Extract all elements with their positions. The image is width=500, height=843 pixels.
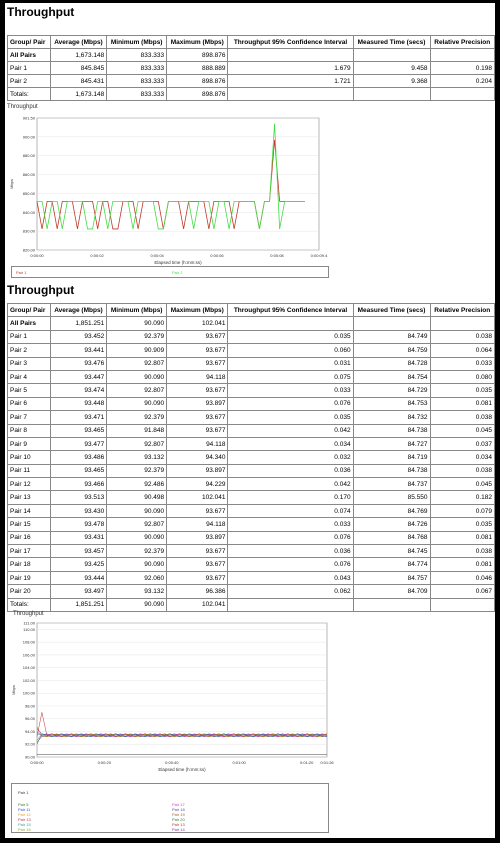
legend-item: Pair 13 bbox=[18, 817, 31, 822]
table-cell: 93.448 bbox=[50, 397, 107, 410]
table-cell bbox=[228, 49, 353, 62]
table-cell: 9.368 bbox=[353, 75, 430, 88]
table-cell: 93.897 bbox=[167, 464, 228, 477]
table-cell: Pair 2 bbox=[8, 75, 51, 88]
table-cell: 84.729 bbox=[353, 384, 430, 397]
legend-item: Pair 19 bbox=[172, 812, 185, 817]
table-cell: 0.204 bbox=[430, 75, 495, 88]
table-row bbox=[8, 370, 495, 383]
table-cell: 1,851.251 bbox=[50, 598, 107, 611]
table-cell: 93.476 bbox=[50, 357, 107, 370]
table-cell: Pair 10 bbox=[8, 451, 51, 464]
y-axis-label: Mbps bbox=[11, 685, 16, 695]
table-cell: 92.379 bbox=[107, 330, 167, 343]
table-cell: 84.768 bbox=[353, 531, 430, 544]
column-header: Maximum (Mbps) bbox=[167, 36, 228, 49]
table-cell: 84.726 bbox=[353, 518, 430, 531]
y-tick-label: 94.00 bbox=[24, 728, 35, 734]
legend-item: Pair 16 bbox=[18, 827, 31, 832]
y-tick-label: 900.00 bbox=[22, 134, 35, 140]
table-cell: 96.386 bbox=[167, 585, 228, 598]
legend-item: Pair 5 bbox=[18, 802, 29, 807]
table-cell: 0.035 bbox=[228, 411, 353, 424]
table-cell: 0.038 bbox=[430, 330, 495, 343]
y-tick-label: 850.00 bbox=[22, 190, 35, 196]
table-cell: 93.132 bbox=[107, 451, 167, 464]
column-header: Relative Precision bbox=[430, 304, 495, 317]
table-cell: 93.497 bbox=[50, 585, 107, 598]
table-cell: 1,673.148 bbox=[50, 88, 107, 101]
column-header: Average (Mbps) bbox=[50, 36, 107, 49]
table-cell: 93.447 bbox=[50, 370, 107, 383]
table-cell: 93.474 bbox=[50, 384, 107, 397]
table-cell: 94.118 bbox=[167, 518, 228, 531]
table-cell: Totals: bbox=[8, 598, 51, 611]
legend-item: Pair 2 bbox=[172, 270, 183, 275]
table-cell: 0.043 bbox=[228, 571, 353, 584]
table-row bbox=[8, 571, 495, 584]
table-cell: 93.677 bbox=[167, 344, 228, 357]
table-cell: 93.132 bbox=[107, 585, 167, 598]
chart-svg bbox=[9, 619, 339, 784]
table-cell: 0.034 bbox=[228, 437, 353, 450]
table-cell: Totals: bbox=[8, 88, 51, 101]
table-cell: 90.498 bbox=[107, 491, 167, 504]
table-cell: 1,673.148 bbox=[50, 49, 107, 62]
table-cell: 93.430 bbox=[50, 504, 107, 517]
table-cell: 0.075 bbox=[228, 370, 353, 383]
x-tick-label: 0:00:20 bbox=[97, 760, 111, 765]
table-cell: Pair 15 bbox=[8, 518, 51, 531]
table-row bbox=[8, 437, 495, 450]
table-row bbox=[8, 330, 495, 343]
y-tick-label: 820.00 bbox=[22, 247, 35, 253]
table-cell: Pair 8 bbox=[8, 424, 51, 437]
chart-svg bbox=[7, 114, 347, 274]
table-cell: 93.457 bbox=[50, 545, 107, 558]
table-cell: 92.807 bbox=[107, 437, 167, 450]
x-tick-label: 0:00:09.4 bbox=[310, 253, 328, 258]
y-tick-label: 104.00 bbox=[22, 665, 35, 671]
table-cell bbox=[353, 598, 430, 611]
table-cell: Pair 3 bbox=[8, 357, 51, 370]
table-cell: 0.045 bbox=[430, 478, 495, 491]
y-tick-label: 96.00 bbox=[24, 716, 35, 722]
table-cell: 84.732 bbox=[353, 411, 430, 424]
x-axis-label: Elapsed time (h:mm:ss) bbox=[154, 260, 202, 265]
table-cell: 845.845 bbox=[50, 62, 107, 75]
x-axis-label: Elapsed time (h:mm:ss) bbox=[158, 767, 206, 772]
table-cell: 93.486 bbox=[50, 451, 107, 464]
column-header: Minimum (Mbps) bbox=[107, 36, 167, 49]
table-cell: 92.486 bbox=[107, 478, 167, 491]
table-cell: 91.848 bbox=[107, 424, 167, 437]
table-cell: 0.042 bbox=[228, 478, 353, 491]
table-cell: 0.081 bbox=[430, 397, 495, 410]
column-header: Measured Time (secs) bbox=[353, 36, 430, 49]
table-cell bbox=[353, 317, 430, 330]
column-header: Group/ Pair bbox=[8, 304, 51, 317]
table-header-row bbox=[8, 304, 495, 317]
throughput-table-1 bbox=[7, 35, 495, 101]
table-cell: 84.709 bbox=[353, 585, 430, 598]
table-cell: 90.090 bbox=[107, 317, 167, 330]
table-cell: 0.033 bbox=[430, 357, 495, 370]
table-cell: Pair 9 bbox=[8, 437, 51, 450]
table-cell: 93.471 bbox=[50, 411, 107, 424]
table-row bbox=[8, 357, 495, 370]
table-cell: 0.038 bbox=[430, 464, 495, 477]
table-row bbox=[8, 531, 495, 544]
table-cell: 102.041 bbox=[167, 317, 228, 330]
table-cell: 102.041 bbox=[167, 598, 228, 611]
table-cell: 92.060 bbox=[107, 571, 167, 584]
table-cell: 898.876 bbox=[167, 75, 228, 88]
table-cell: 90.909 bbox=[107, 344, 167, 357]
table-row bbox=[8, 88, 495, 101]
x-tick-label: 0:00:02 bbox=[90, 253, 104, 258]
table-row bbox=[8, 317, 495, 330]
chart-title: Throughput bbox=[13, 611, 44, 617]
table-row bbox=[8, 411, 495, 424]
table-cell: 90.090 bbox=[107, 558, 167, 571]
section-title-throughput-2: Throughput bbox=[7, 283, 75, 297]
table-cell: 93.677 bbox=[167, 571, 228, 584]
table-cell: 90.090 bbox=[107, 531, 167, 544]
table-cell: Pair 11 bbox=[8, 464, 51, 477]
table-cell: Pair 14 bbox=[8, 504, 51, 517]
table-cell: 898.876 bbox=[167, 49, 228, 62]
chart-legend bbox=[11, 266, 329, 278]
table-cell: 0.074 bbox=[228, 504, 353, 517]
table-cell: 93.897 bbox=[167, 397, 228, 410]
table-cell: Pair 17 bbox=[8, 545, 51, 558]
column-header: Maximum (Mbps) bbox=[167, 304, 228, 317]
table-cell: 84.754 bbox=[353, 370, 430, 383]
x-tick-label: 0:00:08 bbox=[270, 253, 284, 258]
table-cell: 0.182 bbox=[430, 491, 495, 504]
table-cell: 84.769 bbox=[353, 504, 430, 517]
table-cell: 92.807 bbox=[107, 357, 167, 370]
table-cell: 0.032 bbox=[228, 451, 353, 464]
table-cell: 0.037 bbox=[430, 437, 495, 450]
table-cell: 93.677 bbox=[167, 558, 228, 571]
table-cell: 92.807 bbox=[107, 384, 167, 397]
table-cell: 0.034 bbox=[430, 451, 495, 464]
section-title-throughput-1: Throughput bbox=[7, 5, 75, 19]
table-cell: Pair 1 bbox=[8, 330, 51, 343]
table-cell: 833.333 bbox=[107, 62, 167, 75]
table-cell: 93.677 bbox=[167, 411, 228, 424]
column-header: Group/ Pair bbox=[8, 36, 51, 49]
table-cell: 84.745 bbox=[353, 545, 430, 558]
table-cell: 93.425 bbox=[50, 558, 107, 571]
table-cell: 0.038 bbox=[430, 411, 495, 424]
table-cell bbox=[353, 88, 430, 101]
table-cell: 93.677 bbox=[167, 424, 228, 437]
table-cell bbox=[353, 49, 430, 62]
table-cell: 0.045 bbox=[430, 424, 495, 437]
y-tick-label: 110.00 bbox=[23, 626, 35, 632]
table-row bbox=[8, 478, 495, 491]
table-cell bbox=[430, 598, 495, 611]
y-tick-label: 92.00 bbox=[24, 741, 35, 747]
table-row bbox=[8, 598, 495, 611]
table-cell: 833.333 bbox=[107, 88, 167, 101]
table-cell bbox=[228, 598, 353, 611]
table-row bbox=[8, 344, 495, 357]
table-cell: 93.431 bbox=[50, 531, 107, 544]
table-row bbox=[8, 585, 495, 598]
table-cell: 94.340 bbox=[167, 451, 228, 464]
table-cell: 0.035 bbox=[430, 518, 495, 531]
table-cell: All Pairs bbox=[8, 49, 51, 62]
table-cell: 93.444 bbox=[50, 571, 107, 584]
table-row bbox=[8, 62, 495, 75]
table-row bbox=[8, 75, 495, 88]
y-tick-label: 840.00 bbox=[22, 209, 35, 215]
table-cell: 833.333 bbox=[107, 75, 167, 88]
table-cell: 0.033 bbox=[228, 384, 353, 397]
table-cell: 0.064 bbox=[430, 344, 495, 357]
table-cell: Pair 18 bbox=[8, 558, 51, 571]
legend-item: Pair 13 bbox=[172, 822, 185, 827]
y-tick-label: 901.50 bbox=[22, 115, 35, 121]
table-cell: 84.774 bbox=[353, 558, 430, 571]
table-cell: 93.513 bbox=[50, 491, 107, 504]
table-cell: Pair 12 bbox=[8, 478, 51, 491]
legend-item: Pair 14 bbox=[172, 827, 185, 832]
table-cell: 84.737 bbox=[353, 478, 430, 491]
table-cell: 93.441 bbox=[50, 344, 107, 357]
y-tick-label: 830.00 bbox=[22, 228, 35, 234]
legend-item: Pair 11 bbox=[18, 807, 31, 812]
y-tick-label: 108.00 bbox=[22, 639, 35, 645]
table-cell: 84.759 bbox=[353, 344, 430, 357]
y-axis-label: Mbps bbox=[9, 179, 14, 189]
table-row bbox=[8, 384, 495, 397]
table-cell: 93.465 bbox=[50, 424, 107, 437]
table-row bbox=[8, 558, 495, 571]
table-cell: 0.042 bbox=[228, 424, 353, 437]
table-cell: 102.041 bbox=[167, 491, 228, 504]
y-tick-label: 90.00 bbox=[24, 754, 35, 760]
table-cell: 0.081 bbox=[430, 558, 495, 571]
table-row bbox=[8, 518, 495, 531]
table-cell: 0.031 bbox=[228, 357, 353, 370]
table-cell: 0.062 bbox=[228, 585, 353, 598]
table-row bbox=[8, 545, 495, 558]
y-tick-label: 100.00 bbox=[22, 690, 35, 696]
table-cell: 1.679 bbox=[228, 62, 353, 75]
table-cell: 833.333 bbox=[107, 49, 167, 62]
table-cell: 93.677 bbox=[167, 504, 228, 517]
legend-item: Pair 18 bbox=[172, 807, 185, 812]
table-cell: 93.465 bbox=[50, 464, 107, 477]
table-cell: 84.719 bbox=[353, 451, 430, 464]
table-cell: Pair 19 bbox=[8, 571, 51, 584]
table-cell: 93.897 bbox=[167, 531, 228, 544]
y-tick-label: 102.00 bbox=[22, 677, 35, 683]
table-cell: 84.757 bbox=[353, 571, 430, 584]
table-row bbox=[8, 464, 495, 477]
table-cell: 0.035 bbox=[228, 330, 353, 343]
plot-area bbox=[37, 118, 319, 250]
table-cell: 84.749 bbox=[353, 330, 430, 343]
chart-title: Throughput bbox=[7, 104, 38, 110]
table-cell: 90.090 bbox=[107, 504, 167, 517]
table-row bbox=[8, 424, 495, 437]
table-cell: 0.038 bbox=[430, 545, 495, 558]
legend-item: Pair 1 bbox=[16, 270, 27, 275]
table-cell: 0.170 bbox=[228, 491, 353, 504]
table-cell: 93.452 bbox=[50, 330, 107, 343]
table-cell bbox=[430, 49, 495, 62]
y-tick-label: 98.00 bbox=[24, 703, 35, 709]
table-cell bbox=[430, 317, 495, 330]
table-cell: 0.081 bbox=[430, 531, 495, 544]
table-cell: 898.876 bbox=[167, 88, 228, 101]
table-cell: 93.466 bbox=[50, 478, 107, 491]
legend-item: Pair 20 bbox=[172, 817, 185, 822]
table-cell: 93.677 bbox=[167, 545, 228, 558]
table-cell: 1,851.251 bbox=[50, 317, 107, 330]
table-row bbox=[8, 451, 495, 464]
column-header: Measured Time (secs) bbox=[353, 304, 430, 317]
x-tick-label: 0:00:00 bbox=[30, 253, 44, 258]
y-tick-label: 880.00 bbox=[22, 153, 35, 159]
table-cell: 0.036 bbox=[228, 545, 353, 558]
table-cell: 0.080 bbox=[430, 370, 495, 383]
table-cell: 0.076 bbox=[228, 558, 353, 571]
chart-legend bbox=[11, 783, 329, 833]
table-cell: 92.379 bbox=[107, 464, 167, 477]
column-header: Relative Precision bbox=[430, 36, 495, 49]
table-cell: 84.753 bbox=[353, 397, 430, 410]
table-cell: 92.807 bbox=[107, 518, 167, 531]
table-row bbox=[8, 491, 495, 504]
table-cell: Pair 2 bbox=[8, 344, 51, 357]
table-cell: 888.889 bbox=[167, 62, 228, 75]
table-cell bbox=[430, 88, 495, 101]
y-tick-label: 106.00 bbox=[22, 652, 35, 658]
table-cell: 93.478 bbox=[50, 518, 107, 531]
column-header: Minimum (Mbps) bbox=[107, 304, 167, 317]
report-sheet bbox=[5, 3, 495, 838]
table-cell: Pair 4 bbox=[8, 370, 51, 383]
throughput-chart-2 bbox=[7, 611, 347, 836]
table-cell: 845.431 bbox=[50, 75, 107, 88]
table-cell: 0.060 bbox=[228, 344, 353, 357]
table-cell: 90.090 bbox=[107, 370, 167, 383]
table-cell: Pair 5 bbox=[8, 384, 51, 397]
table-cell: 94.118 bbox=[167, 370, 228, 383]
y-tick-label: 111.00 bbox=[23, 620, 35, 626]
table-cell bbox=[228, 88, 353, 101]
x-tick-label: 0:00:04 bbox=[150, 253, 164, 258]
table-cell: 92.379 bbox=[107, 545, 167, 558]
table-cell: 0.036 bbox=[228, 464, 353, 477]
table-cell: 93.677 bbox=[167, 357, 228, 370]
x-tick-label: 0:01:26 bbox=[320, 760, 334, 765]
table-row bbox=[8, 397, 495, 410]
table-cell: 0.076 bbox=[228, 397, 353, 410]
table-cell: 90.090 bbox=[107, 598, 167, 611]
table-header-row bbox=[8, 36, 495, 49]
legend-item: Pair 1 bbox=[18, 790, 29, 795]
table-cell: 92.379 bbox=[107, 411, 167, 424]
table-cell: 0.046 bbox=[430, 571, 495, 584]
table-cell: 1.721 bbox=[228, 75, 353, 88]
column-header: Throughput 95% Confidence Interval bbox=[228, 36, 353, 49]
table-cell: Pair 13 bbox=[8, 491, 51, 504]
table-cell: Pair 6 bbox=[8, 397, 51, 410]
legend-item: Pair 17 bbox=[172, 802, 185, 807]
table-cell: Pair 7 bbox=[8, 411, 51, 424]
table-cell: 0.076 bbox=[228, 531, 353, 544]
watermark-logo: KOOL bbox=[423, 789, 475, 809]
table-row bbox=[8, 504, 495, 517]
table-cell: Pair 16 bbox=[8, 531, 51, 544]
throughput-table-2 bbox=[7, 303, 495, 612]
legend-item: Pair 15 bbox=[18, 822, 31, 827]
table-cell: 90.090 bbox=[107, 397, 167, 410]
table-cell: 84.728 bbox=[353, 357, 430, 370]
table-row bbox=[8, 49, 495, 62]
table-cell: 9.458 bbox=[353, 62, 430, 75]
table-cell: 84.738 bbox=[353, 424, 430, 437]
table-cell: 84.727 bbox=[353, 437, 430, 450]
table-cell: 0.033 bbox=[228, 518, 353, 531]
table-cell: 85.550 bbox=[353, 491, 430, 504]
table-cell: Pair 20 bbox=[8, 585, 51, 598]
x-tick-label: 0:00:06 bbox=[210, 253, 224, 258]
column-header: Throughput 95% Confidence Interval bbox=[228, 304, 353, 317]
x-tick-label: 0:01:00 bbox=[232, 760, 246, 765]
legend-item: Pair 12 bbox=[18, 812, 31, 817]
table-cell: 0.067 bbox=[430, 585, 495, 598]
throughput-chart-1 bbox=[7, 104, 347, 284]
table-cell: 84.738 bbox=[353, 464, 430, 477]
x-tick-label: 0:01:20 bbox=[300, 760, 314, 765]
table-cell: 0.035 bbox=[430, 384, 495, 397]
table-cell: 0.198 bbox=[430, 62, 495, 75]
x-tick-label: 0:00:40 bbox=[165, 760, 179, 765]
table-cell: 93.477 bbox=[50, 437, 107, 450]
table-cell bbox=[228, 317, 353, 330]
table-cell: 93.677 bbox=[167, 384, 228, 397]
table-cell: 94.229 bbox=[167, 478, 228, 491]
table-cell: All Pairs bbox=[8, 317, 51, 330]
watermark-text: 头条@KoolShare论坛 bbox=[380, 815, 487, 827]
x-tick-label: 0:00:00 bbox=[30, 760, 44, 765]
table-cell: 93.677 bbox=[167, 330, 228, 343]
table-cell: Pair 1 bbox=[8, 62, 51, 75]
table-cell: 0.079 bbox=[430, 504, 495, 517]
y-tick-label: 860.00 bbox=[22, 172, 35, 178]
column-header: Average (Mbps) bbox=[50, 304, 107, 317]
table-cell: 94.118 bbox=[167, 437, 228, 450]
